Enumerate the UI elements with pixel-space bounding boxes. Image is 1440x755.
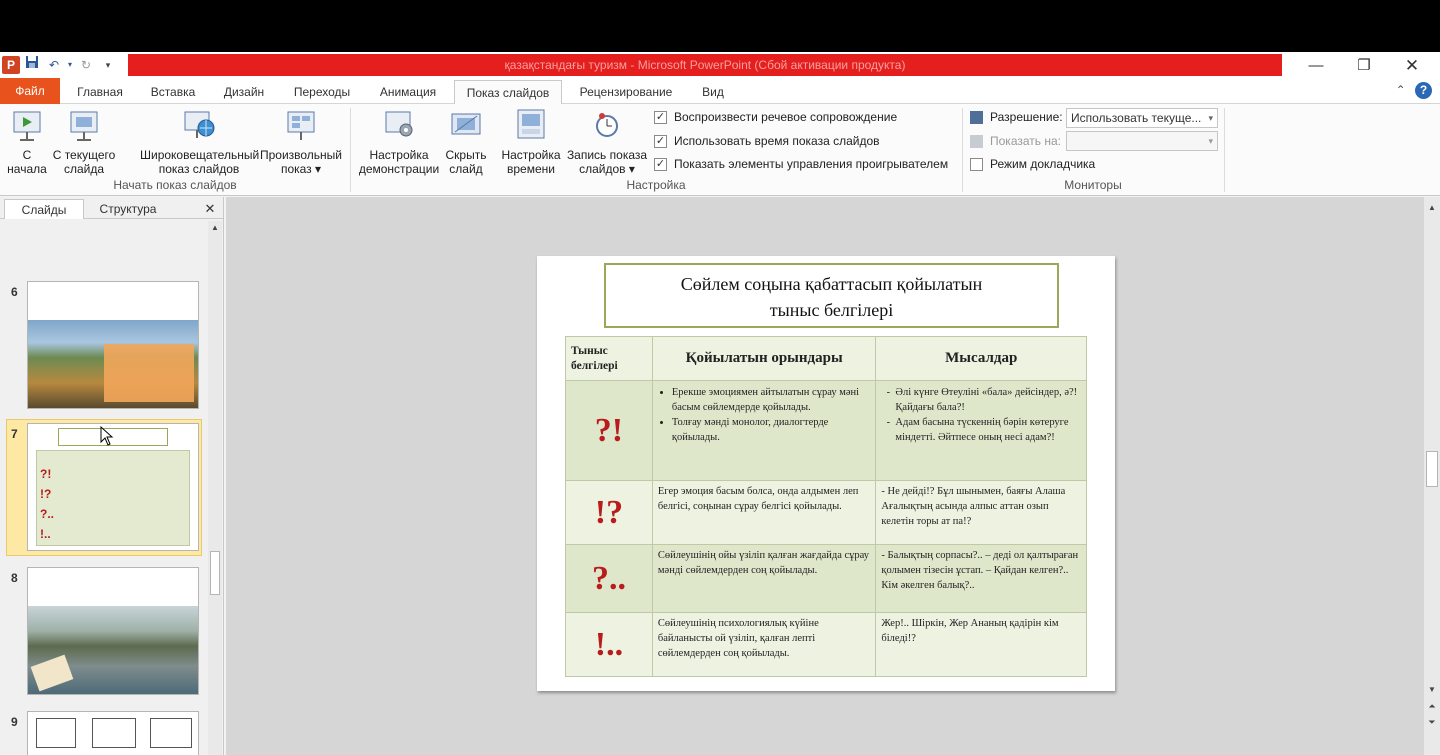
- vertical-scrollbar[interactable]: [1424, 197, 1440, 755]
- punctuation-symbol: ?..: [566, 545, 653, 613]
- from-current-slide-icon: [67, 108, 101, 144]
- checkbox-checked-icon: ✓: [655, 134, 666, 147]
- checkbox-checked-icon: ✓: [655, 110, 666, 123]
- tab-slides[interactable]: Слайды: [4, 199, 84, 219]
- slide-thumbnail-7[interactable]: ?! !? ?.. !..: [27, 423, 199, 551]
- presenter-view-checkbox[interactable]: Режим докладчика: [970, 157, 1095, 171]
- setup-slideshow-button[interactable]: Настройка демонстрации: [356, 108, 442, 176]
- custom-slideshow-button[interactable]: Произвольный показ ▾: [258, 108, 344, 176]
- punctuation-symbol: ?!: [566, 381, 653, 481]
- tab-design[interactable]: Дизайн: [223, 85, 265, 99]
- slide-number: 9: [11, 715, 18, 729]
- examples-cell: - Әлі күнге Өтеуліні «бала» дейсіндер, ә?! Қайдағы бала?! - Адам басына түскеннің бәрін көтеруге міндетті. Әйтпесе оның несі адам?!: [876, 381, 1087, 481]
- table-header: Тыныс белгілері: [566, 337, 653, 381]
- table-header-row: [566, 337, 1087, 381]
- punctuation-symbol: !?: [566, 481, 653, 545]
- table-row: [566, 381, 1087, 481]
- resolution-dropdown[interactable]: Использовать текуще... ▾: [1066, 108, 1218, 128]
- slide-title[interactable]: Сөйлем соңына қабаттасып қойылатын тыныс белгілері: [604, 263, 1059, 328]
- rehearse-timings-button[interactable]: Настройка времени: [500, 108, 562, 176]
- chevron-down-icon: ▾: [1208, 113, 1213, 123]
- table-row: [566, 481, 1087, 545]
- broadcast-icon: [182, 108, 216, 144]
- record-slideshow-icon: [590, 108, 624, 144]
- mouse-cursor-icon: [100, 426, 114, 451]
- places-cell: • Ерекше эмоциямен айтылатын сұрау мәні басым сөйлемдерде қойылады. • Толғау мәнді монолог, диалогтерде қойылады.: [652, 381, 876, 481]
- places-cell: Сөйлеушінің ойы үзіліп қалған жағдайда сұрау мәнді сөйлемдерден соң қойылады.: [652, 545, 876, 613]
- tab-outline[interactable]: Структура: [99, 202, 157, 216]
- record-slideshow-button[interactable]: Запись показа слайдов ▾: [564, 108, 650, 176]
- tab-animation[interactable]: Анимация: [379, 85, 437, 99]
- tab-transitions[interactable]: Переходы: [293, 85, 351, 99]
- resolution-label: Разрешение:: [970, 110, 1063, 124]
- punctuation-symbol: !..: [566, 613, 653, 677]
- show-on-label: Показать на:: [970, 134, 1061, 148]
- monitor-icon: [970, 135, 983, 148]
- tab-insert[interactable]: Вставка: [150, 85, 196, 99]
- setup-slideshow-icon: [382, 108, 416, 144]
- slide-canvas[interactable]: [537, 256, 1115, 691]
- undo-dropdown-icon[interactable]: ▾: [67, 60, 72, 69]
- chevron-down-icon: ▾: [1208, 136, 1213, 146]
- slide-number: 6: [11, 285, 18, 299]
- tab-view[interactable]: Вид: [702, 85, 724, 99]
- tab-file[interactable]: Файл: [0, 78, 60, 104]
- customize-qat-icon[interactable]: ▾: [105, 60, 111, 70]
- show-on-dropdown[interactable]: [1066, 131, 1218, 151]
- group-start-slideshow: Начать показ слайдов: [113, 178, 237, 192]
- monitor-icon: [970, 111, 983, 124]
- scrollbar-thumb[interactable]: [210, 551, 220, 595]
- tab-slideshow[interactable]: Показ слайдов: [454, 80, 562, 105]
- table-header: Қойылатын орындары: [652, 337, 876, 381]
- custom-slideshow-icon: [284, 108, 318, 144]
- rehearse-timings-icon: [514, 108, 548, 144]
- powerpoint-logo-icon[interactable]: P: [2, 56, 20, 74]
- group-monitors: Мониторы: [1064, 178, 1122, 192]
- save-icon[interactable]: [22, 55, 42, 75]
- scroll-up-icon[interactable]: ▲: [211, 223, 219, 232]
- checkbox-unchecked-icon: [970, 158, 983, 171]
- close-panel-icon[interactable]: ✕: [204, 201, 216, 216]
- tab-review[interactable]: Рецензирование: [579, 85, 673, 99]
- slide-number: 8: [11, 571, 18, 585]
- table-header: Мысалдар: [876, 337, 1087, 381]
- places-cell: Егер эмоция басым болса, онда алдымен леп белгісі, соңынан сұрау белгісі қойылады.: [652, 481, 876, 545]
- collapse-ribbon-icon[interactable]: ⌃: [1395, 83, 1406, 97]
- scrollbar-thumb[interactable]: [1426, 451, 1438, 487]
- slide-thumbnail-6[interactable]: [27, 281, 199, 409]
- thumbnails-scrollbar[interactable]: [208, 221, 222, 755]
- quick-access-toolbar: [0, 54, 118, 76]
- scroll-down-icon[interactable]: ▼: [1428, 685, 1436, 694]
- restore-button[interactable]: ❐: [1357, 57, 1371, 74]
- window-title: қазақстандағы туризм - Microsoft PowerPoint (Сбой активации продукта): [128, 54, 1282, 76]
- scroll-up-icon[interactable]: ▲: [1428, 203, 1436, 212]
- hide-slide-icon: [449, 108, 483, 144]
- minimize-button[interactable]: —: [1308, 57, 1324, 74]
- close-button[interactable]: ✕: [1404, 56, 1420, 75]
- slide-number: 7: [11, 427, 18, 441]
- slide-thumbnail-8[interactable]: [27, 567, 199, 695]
- group-setup: Настройка: [626, 178, 686, 192]
- places-cell: Сөйлеушінің психологиялық күйіне байланысты ой үзіліп, қалған лепті сөйлемдерден соң қойылады.: [652, 613, 876, 677]
- broadcast-slideshow-button[interactable]: Широковещательный показ слайдов: [140, 108, 258, 176]
- hide-slide-button[interactable]: Скрыть слайд: [442, 108, 490, 176]
- table-row: [566, 545, 1087, 613]
- checkbox-checked-icon: ✓: [655, 157, 666, 170]
- show-media-controls-checkbox[interactable]: ✓ Показать элементы управления проигрывателем: [655, 157, 949, 171]
- slides-panel: [0, 197, 224, 755]
- help-icon[interactable]: ?: [1415, 82, 1432, 99]
- table-row: [566, 613, 1087, 677]
- next-slide-icon[interactable]: ⏷: [1428, 717, 1436, 727]
- tab-home[interactable]: Главная: [77, 85, 123, 99]
- from-beginning-icon: [10, 108, 44, 144]
- undo-icon[interactable]: ↶: [48, 58, 60, 72]
- title-bar: [0, 52, 1440, 78]
- play-narrations-checkbox[interactable]: ✓ Воспроизвести речевое сопровождение: [655, 110, 898, 124]
- ribbon-tabs: [0, 78, 1440, 104]
- examples-cell: Жер!.. Шіркін, Жер Ананың қадірін кім біледі!?: [876, 613, 1087, 677]
- examples-cell: - Не дейді!? Бұл шынымен, баяғы Алаша Ағалықтың асында алпыс аттан озып келетін торы ат па!?: [876, 481, 1087, 545]
- redo-icon[interactable]: ↻: [80, 58, 92, 72]
- examples-cell: - Балықтың сорпасы?.. – деді ол қалтыраған қолымен тізесін ұстап. – Қайдан келген?.. Кім әкелген балық?..: [876, 545, 1087, 613]
- previous-slide-icon[interactable]: ⏶: [1428, 701, 1436, 711]
- punctuation-table[interactable]: [565, 336, 1087, 677]
- ribbon: [0, 104, 1440, 196]
- from-current-slide-button[interactable]: С текущего слайда: [52, 108, 116, 176]
- slide-thumbnail-9[interactable]: [27, 711, 199, 755]
- from-beginning-button[interactable]: С начала: [4, 108, 50, 176]
- use-timings-checkbox[interactable]: ✓ Использовать время показа слайдов: [655, 134, 880, 148]
